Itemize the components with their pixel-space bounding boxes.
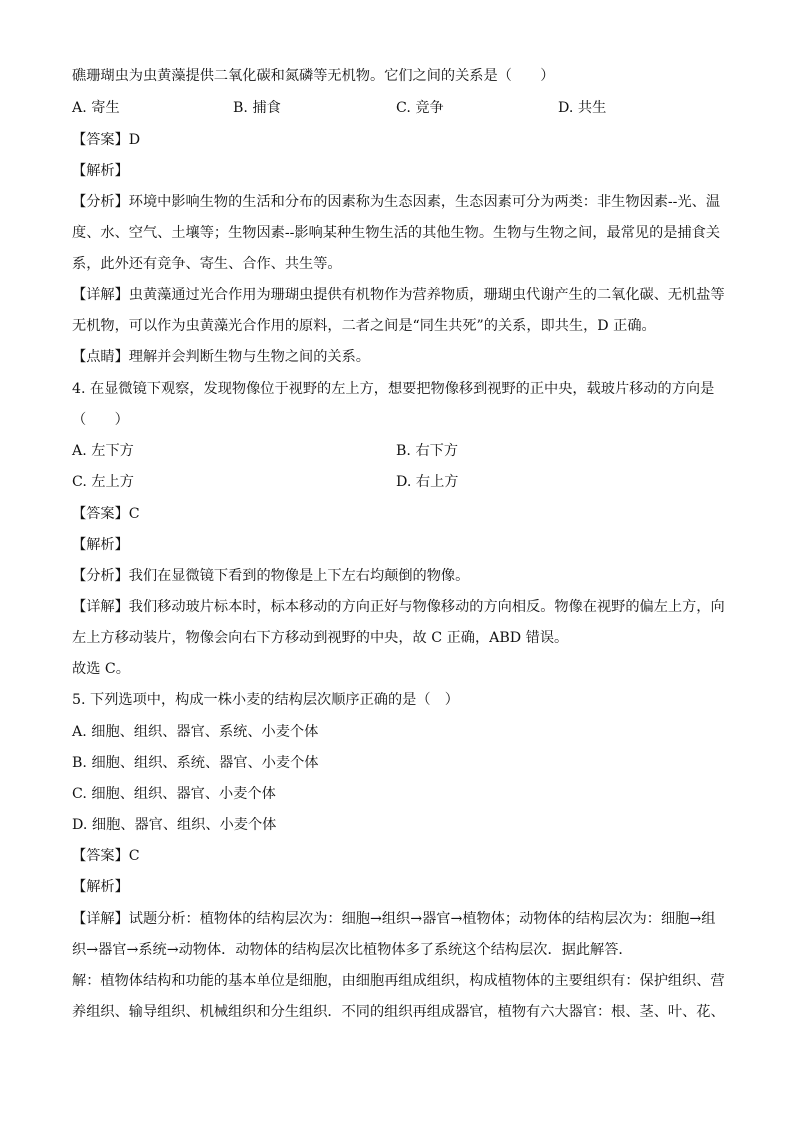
q4-answer: 【答案】C xyxy=(72,506,140,522)
q5-option-c: C. 细胞、组织、器官、小麦个体 xyxy=(72,786,276,802)
q4-option-c: C. 左上方 xyxy=(72,474,134,490)
q3-fenxi-line-2: 度、水、空气、土壤等；生物因素--影响某种生物生活的其他生物。生物与生物之间，最常见的是捕食关 xyxy=(72,225,721,241)
q5-answer: 【答案】C xyxy=(72,848,140,864)
q3-analysis-heading: 【解析】 xyxy=(72,163,129,179)
q3-dianjing: 【点睛】理解并会判断生物与生物之间的关系。 xyxy=(72,349,370,365)
q5-option-a: A. 细胞、组织、器官、系统、小麦个体 xyxy=(72,724,319,740)
q4-option-a: A. 左下方 xyxy=(72,443,134,459)
q3-fenxi-line-3: 系，此外还有竞争、寄生、合作、共生等。 xyxy=(72,256,342,272)
q3-answer: 【答案】D xyxy=(72,132,141,148)
q5-xiangjie-line-1: 【详解】试题分析：植物体的结构层次为：细胞→组织→器官→植物体；动物体的结构层次为：细胞→组 xyxy=(72,911,716,927)
q4-analysis-heading: 【解析】 xyxy=(72,537,129,553)
q4-conclusion: 故选 C。 xyxy=(72,661,130,677)
q3-option-a: A. 寄生 xyxy=(72,100,120,116)
q4-stem-line-2: （ ） xyxy=(72,412,129,428)
q4-option-b: B. 右下方 xyxy=(396,443,459,459)
q5-solution-line-1: 解：植物体结构和功能的基本单位是细胞，由细胞再组成组织，构成植物体的主要组织有：保护组织、营 xyxy=(72,973,725,989)
q3-stem: 礁珊瑚虫为虫黄藻提供二氧化碳和氮磷等无机物。它们之间的关系是（ ） xyxy=(72,68,555,84)
q4-stem-line-1: 4. 在显微镜下观察，发现物像位于视野的左上方，想要把物像移到视野的正中央，载玻片移动的方向是 xyxy=(72,381,715,397)
q3-xiangjie-line-1: 【详解】虫黄藻通过光合作用为珊瑚虫提供有机物作为营养物质，珊瑚虫代谢产生的二氧化碳、无机盐等 xyxy=(72,287,725,303)
q5-stem: 5. 下列选项中，构成一株小麦的结构层次顺序正确的是（ ） xyxy=(72,692,459,708)
q5-xiangjie-line-2: 织→器官→系统→动物体．动物体的结构层次比植物体多了系统这个结构层次．据此解答． xyxy=(72,942,633,958)
q4-xiangjie-line-2: 左上方移动装片，物像会向右下方移动到视野的中央，故 C 正确，ABD 错误。 xyxy=(72,630,569,646)
q3-option-b: B. 捕食 xyxy=(233,100,281,116)
q5-analysis-heading: 【解析】 xyxy=(72,879,129,895)
q5-option-b: B. 细胞、组织、系统、器官、小麦个体 xyxy=(72,755,319,771)
q4-option-d: D. 右上方 xyxy=(396,474,459,490)
q4-fenxi: 【分析】我们在显微镜下看到的物像是上下左右均颠倒的物像。 xyxy=(72,568,470,584)
q3-fenxi-line-1: 【分析】环境中影响生物的生活和分布的因素称为生态因素，生态因素可分为两类：非生物因素--光、温 xyxy=(72,194,721,210)
q4-xiangjie-line-1: 【详解】我们移动玻片标本时，标本移动的方向正好与物像移动的方向相反。物像在视野的偏左上方，向 xyxy=(72,599,725,615)
q3-option-c: C. 竞争 xyxy=(396,100,444,116)
q5-solution-line-2: 养组织、输导组织、机械组织和分生组织．不同的组织再组成器官，植物有六大器官：根、茎、叶、花、 xyxy=(72,1004,725,1020)
q3-option-d: D. 共生 xyxy=(558,100,607,116)
q3-xiangjie-line-2: 无机物，可以作为虫黄藻光合作用的原料，二者之间是“同生共死”的关系，即共生，D 正确。 xyxy=(72,318,656,334)
q5-option-d: D. 细胞、器官、组织、小麦个体 xyxy=(72,817,277,833)
